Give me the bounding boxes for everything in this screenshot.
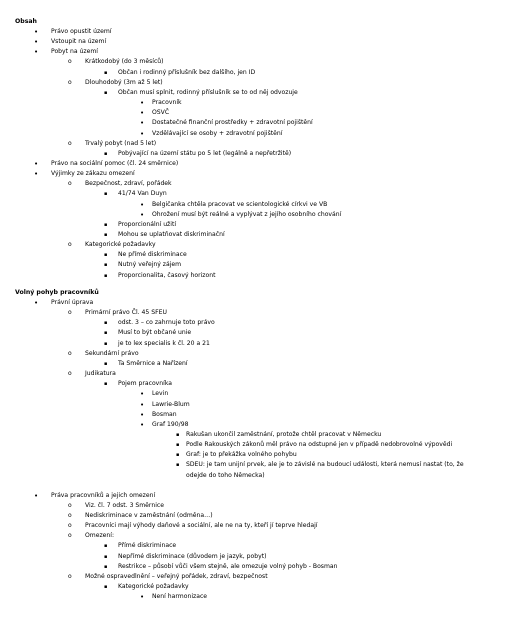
list-item-text: Belgičanka chtěla pracovat ve scientologické církvi ve VB [152,200,328,208]
list-item-text: Rakušan ukončil zaměstnání, protože chtěl pracovat v Německu [186,430,382,438]
section-heading: Volný pohyb pracovníků [15,289,99,296]
list-item-text: Dlouhodobý (3m až 5 let) [85,78,163,86]
list-item-text: OSVČ [152,109,170,117]
bullet-marker: ▪ [104,150,108,157]
list-item [0,68,507,78]
bullet-marker: • [34,491,39,500]
list-item-text: Omezení: [85,532,115,540]
list-item-text: Proporcionální užití [118,220,177,228]
list-item [0,389,507,399]
bullet-marker: • [34,48,39,57]
list-item-text: Trvalý pobyt (nad 5 let) [85,139,157,147]
bullet-marker: ▪ [104,69,108,76]
bullet-marker: • [140,129,145,138]
list-item-text: Občan i rodinný příslušník bez dalšího, jen ID [118,68,256,76]
bullet-marker: ▪ [176,462,180,469]
list-item-text: Právo na sociální pomoc (čl. 24 směrnice) [51,159,179,167]
list-item [0,420,507,430]
list-item-text: Nepřímé diskriminace (důvodem je jazyk, pobyt) [118,552,267,560]
list-item-text: Dostatečné finanční prostředky + zdravotní pojištění [152,119,313,127]
list-item [0,531,507,541]
bullet-marker: ▪ [104,221,108,228]
bullet-marker: • [34,299,39,307]
list-item [0,511,507,521]
list-item [0,450,507,460]
list-item-text: Pobývající na území státu po 5 let (legálně a nepřetržitě) [118,149,292,157]
bullet-marker: ▪ [104,320,108,327]
list-item-text: Krátkodobý (do 3 měsíců) [85,58,164,66]
bullet-marker: • [34,38,39,47]
list-item-text: Restrikce – působí vůči všem stejně, ale omezuje volný pohyb - Bosman [118,562,338,570]
bullet-marker: ▪ [104,89,108,96]
bullet-marker: ▪ [104,553,108,560]
list-item [0,159,507,169]
list-item [0,108,507,118]
list-item [0,440,507,450]
list-item-text: Kategorické požadavky [118,583,189,591]
list-item [0,118,507,128]
list-item [0,149,507,159]
bullet-marker: ▪ [176,431,180,438]
list-item-text: Právo opustit území [51,28,112,35]
bullet-marker: ▪ [104,232,108,238]
list-item [0,572,507,582]
bullet-marker: • [34,28,39,36]
list-item-text: Právní úprava [51,299,94,306]
bullet-marker: o [68,349,72,357]
bullet-marker: o [68,501,72,509]
list-item-text: Graf 190/98 [152,420,189,428]
list-item-text: Bezpečnost, zdraví, pořádek [85,180,172,188]
list-item-text: Přímé diskriminace [118,542,177,550]
list-item [0,562,507,572]
list-item [0,582,507,592]
list-item-text: Výjimky ze zákazu omezení [51,170,135,178]
list-item [0,318,507,328]
list-item-text: Primární právo Čl. 45 SFEU [85,309,167,317]
list-item [0,521,507,531]
list-item [0,98,507,108]
list-item-text: Bosman [152,410,177,418]
list-item [0,189,507,199]
list-item [0,400,507,410]
list-item-text: Viz. čl. 7 odst. 3 Směrnice [85,501,164,509]
bullet-marker: o [68,78,72,86]
bullet-marker: ▪ [104,563,108,570]
bullet-marker: o [68,512,72,519]
bullet-marker: o [68,572,72,580]
bullet-marker: ▪ [104,584,108,591]
list-item-text: Mohou se uplatňovat diskriminační [118,231,225,238]
list-item-text: Pracovníci mají výhody daňové a sociální, ale ne na ty, kteří jí teprve hledají [85,522,318,530]
bullet-marker: • [140,400,145,409]
bullet-marker: • [140,390,145,399]
bullet-marker: ▪ [104,252,108,259]
list-item-text: Sekundární právo [85,349,139,357]
list-item [0,471,507,481]
list-item [0,169,507,179]
bullet-marker: ▪ [104,381,108,388]
bullet-marker: • [140,200,145,209]
list-item [0,308,507,318]
bullet-marker: • [140,119,145,128]
list-item [0,230,507,240]
bullet-marker: • [140,410,145,419]
bullet-marker: ▪ [104,191,108,198]
list-item-text: SDEU: je tam unijní prvek, ale je to závislé na budoucí události, která nemusí nastat (to, že [186,461,464,469]
list-item-text: Nediskriminace v zaměstnání (odměna…) [85,512,213,519]
list-item-text: Pobyt na území [51,48,98,56]
list-item-text: Ne přímé diskriminace [118,251,187,259]
list-item-text: Možné ospravedlnění – veřejný pořádek, zdraví, bezpečnost [85,572,268,580]
bullet-marker: • [140,210,145,219]
bullet-marker: ▪ [104,340,108,347]
list-item-text: Judikatura [85,370,116,378]
bullet-marker: ▪ [104,330,108,337]
list-item-text: 41/74 Van Duyn [118,190,167,198]
bullet-marker: o [68,241,72,249]
list-item [0,410,507,420]
bullet-marker: ▪ [104,272,108,279]
bullet-marker: • [140,420,145,429]
bullet-marker: ▪ [176,452,180,459]
list-item [0,139,507,149]
list-item [0,430,507,440]
list-item [0,250,507,260]
bullet-marker: ▪ [104,360,108,367]
list-item [0,328,507,338]
list-item [0,260,507,270]
list-item [0,271,507,281]
list-item [0,88,507,98]
list-item-text: odst. 3 – co zahrnuje toto právo [118,319,215,327]
list-item [0,27,507,37]
list-item [0,552,507,562]
list-item [0,298,507,308]
list-item [0,541,507,551]
list-item [0,240,507,250]
bullet-marker: o [68,532,72,540]
list-item [0,57,507,67]
list-item-text: Občan musí splnit, rodinný příslušník se to od něj odvozuje [118,88,298,96]
list-item-text: Graf: je to překážka volného pohybu [186,451,297,459]
list-item [0,592,507,602]
list-item [0,491,507,501]
list-item [0,349,507,359]
list-item-text: Kategorické požadavky [85,241,156,249]
list-item-text: odejde do toho Německa) [186,471,265,479]
list-item [0,200,507,210]
bullet-marker: • [34,170,39,179]
list-item [0,179,507,189]
list-item-text: Ta Směrnice a Nařízení [118,359,188,367]
bullet-marker: o [68,180,72,188]
bullet-marker: ▪ [176,442,180,449]
list-item-text: Proporcionalita, časový horizont [118,271,216,279]
bullet-marker: • [140,593,145,602]
bullet-marker: o [68,139,72,147]
bullet-marker: ▪ [104,262,108,269]
list-item [0,78,507,88]
list-item-text: Není harmonizace [152,593,208,601]
bullet-marker: • [140,109,145,118]
list-item-text: Lawrie-Blum [152,400,190,408]
bullet-marker: o [68,309,72,317]
list-item [0,220,507,230]
list-item-text: Vstoupit na území [51,38,107,46]
list-item [0,210,507,220]
list-item [0,379,507,389]
bullet-marker: • [34,159,39,168]
bullet-marker: o [68,522,72,530]
list-item-text: Vzdělávající se osoby + zdravotní pojištění [152,129,283,137]
list-item [0,369,507,379]
list-item [0,37,507,47]
list-item [0,501,507,511]
bullet-marker: • [140,99,145,108]
list-item-text: Pracovník [152,99,182,107]
list-item [0,460,507,470]
list-item [0,339,507,349]
list-item-text: Levin [152,390,169,398]
bullet-marker: o [68,370,72,378]
list-item-text: Práva pracovníků a jejich omezení [51,491,156,499]
list-item [0,47,507,57]
section-heading: Obsah [15,18,37,25]
list-item [0,129,507,139]
bullet-marker: ▪ [104,543,108,550]
bullet-marker: o [68,58,72,66]
list-item-text: Podle Rakouských zákonů měl právo na odstupné jen v případě nedobrovolné výpovědi [186,441,453,449]
list-item-text: Pojem pracovníka [118,380,173,388]
list-item-text: Ohrožení musí být reálné a vyplývat z jejího osobního chování [152,210,342,218]
list-item [0,359,507,369]
list-item-text: Musí to být občané unie [118,329,192,337]
list-item-text: Nutný veřejný zájem [118,261,182,269]
list-item-text: je to lex specialis k čl. 20 a 21 [118,339,210,347]
